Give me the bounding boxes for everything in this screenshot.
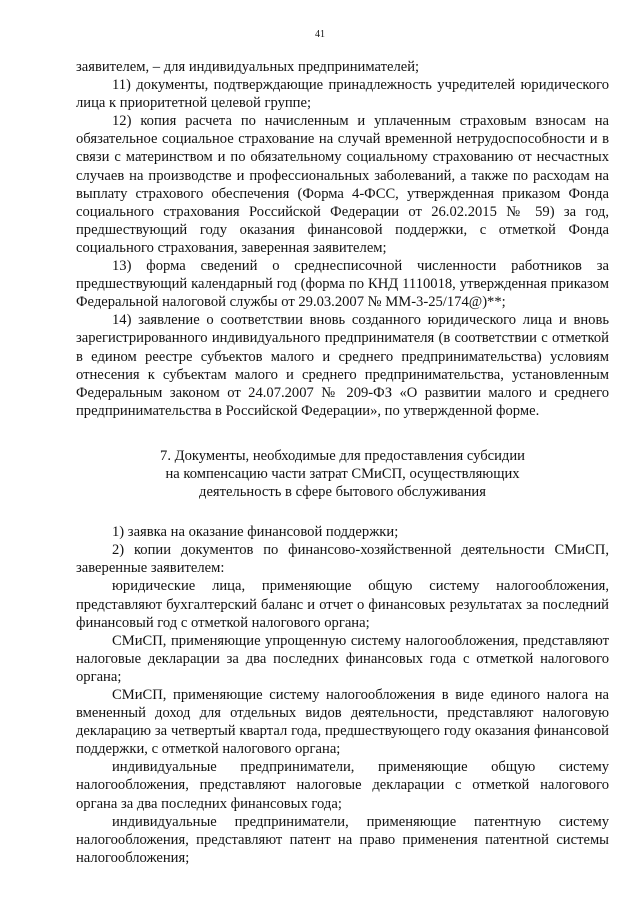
subitem-imputed-income-tax: СМиСП, применяющие систему налогообложения в виде единого налога на вмененный доход для отдельных видов деятельности, представляют налоговую декларацию за четвертый квартал года, предшествующего году оказания финансовой поддержки, с отметкой налогового органа; xyxy=(76,687,609,758)
list-item-12: 12) копия расчета по начисленным и уплаченным страховым взносам на обязательное социальное страхование на случай временной нетрудоспособности и в связи с материнством и по обязательному социальному страхованию от несчастных случаев на производстве и профессиональных заболеваний, а также по расходам на выплату страхового обеспечения (Форма 4-ФСС, утвержденная приказом Фонда социального страхования Российской Федерации от 26.02.2015 № 59) за год, предшествующий году оказания финансовой поддержки, с отметкой Фонда социального страхования, заверенная заявителем; xyxy=(76,113,609,256)
section-heading-line-3: деятельность в сфере бытового обслуживания xyxy=(199,484,486,501)
subitem-legal-entities-general: юридические лица, применяющие общую систему налогообложения, представляют бухгалтерский баланс и отчет о финансовых результатах за последний финансовый год с отметкой налогового органа; xyxy=(76,578,609,631)
list-item-1: 1) заявка на оказание финансовой поддержки; xyxy=(112,524,399,541)
subitem-simplified-system: СМиСП, применяющие упрощенную систему налогообложения, представляют налоговые декларации за два последних финансовых года с отметкой налогового органа; xyxy=(76,632,609,685)
section-heading xyxy=(76,447,609,501)
list-item-11: 11) документы, подтверждающие принадлежность учредителей юридического лица к приоритетной целевой группе; xyxy=(76,77,609,112)
paragraph-continuation: заявителем, – для индивидуальных предпринимателей; xyxy=(76,59,420,75)
section-heading-line-2: на компенсацию части затрат СМиСП, осуществляющих xyxy=(165,465,520,482)
page-number: 41 xyxy=(315,29,325,40)
section-heading-line-1: 7. Документы, необходимые для предоставления субсидии xyxy=(160,447,525,464)
list-item-14: 14) заявление о соответствии вновь созданного юридического лица и вновь зарегистрированного индивидуального предпринимателя (в соответствии с отметкой в едином реестре субъектов малого и среднего предпринимательства) условиям отнесения к субъектам малого и среднего предпринимательства, установленным Федеральным законом от 24.07.2007 № 209-ФЗ «О развитии малого и среднего предпринимательства в Российской Федерации», по утвержденной форме. xyxy=(76,312,609,419)
subitem-entrepreneurs-patent: индивидуальные предприниматели, применяющие патентную систему налогообложения, представляют патент на право применения патентной системы налогообложения; xyxy=(76,813,609,866)
list-item-2: 2) копии документов по финансово-хозяйственной деятельности СМиСП, заверенные заявителем: xyxy=(76,542,609,577)
subitem-entrepreneurs-general: индивидуальные предприниматели, применяющие общую систему налогообложения, представляют налоговые декларации с отметкой налогового органа за два последних финансовых года; xyxy=(76,759,609,812)
list-item-13: 13) форма сведений о среднесписочной численности работников за предшествующий календарный год (форма по КНД 1110018, утвержденная приказом Федеральной налоговой службы от 29.03.2007 № ММ-3-25/174@)**; xyxy=(76,258,609,311)
document-body xyxy=(76,58,609,867)
